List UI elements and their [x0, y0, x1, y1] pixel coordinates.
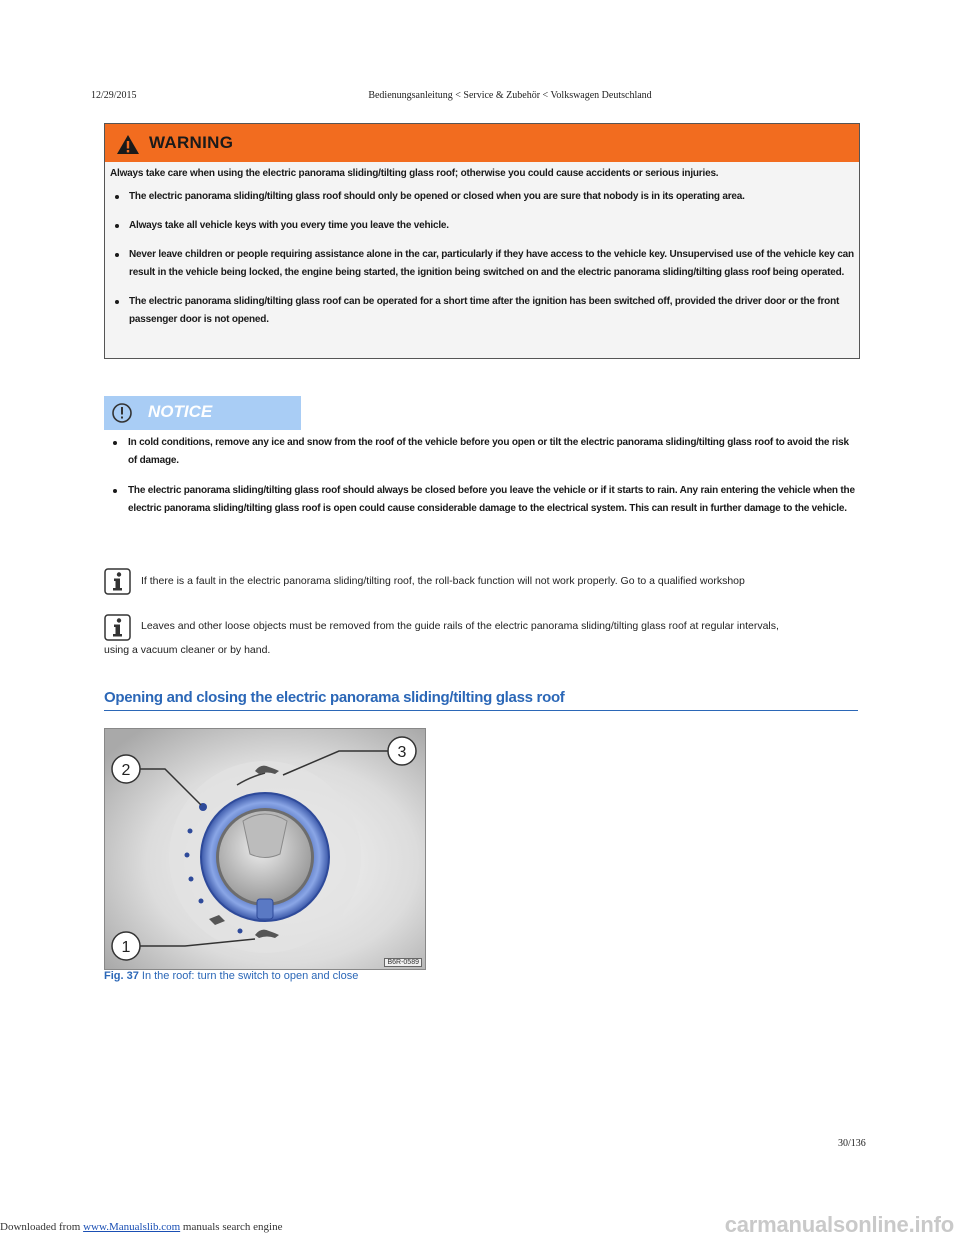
roof-switch-illustration [105, 729, 426, 970]
roof-switch-figure [104, 728, 426, 970]
header-date: 12/29/2015 [91, 90, 137, 101]
notice-box [104, 396, 301, 430]
page-header [0, 90, 960, 104]
warning-list [105, 188, 861, 340]
info-icon [104, 568, 131, 595]
info-note-text: Leaves and other loose objects must be removed from the guide rails of the electric panorama sliding/tilting glass roof at regular intervals, [141, 620, 779, 632]
header-title: Bedienungsanleitung < Service & Zubehör < Volkswagen Deutschland [368, 90, 652, 101]
warning-triangle-icon [116, 134, 140, 155]
callout-label: 1 [121, 939, 131, 956]
list-item: The electric panorama sliding/tilting glass roof should always be closed before you leave the vehicle or if it starts to rain. Any rain entering the vehicle when the electric panorama sliding/tilting glass roof is open could cause considerable damage to the electrical system. This can result in further damage to the vehicle. [104, 482, 860, 518]
callout-1 [112, 932, 140, 960]
list-item: In cold conditions, remove any ice and snow from the roof of the vehicle before you open or tilt the electric panorama sliding/tilting glass roof to avoid the risk of damage. [104, 434, 860, 470]
figure-caption [104, 970, 358, 982]
list-item: The electric panorama sliding/tilting glass roof should only be opened or closed when you are sure that nobody is in its operating area. [105, 188, 861, 206]
list-item: Always take all vehicle keys with you every time you leave the vehicle. [105, 217, 861, 235]
callout-label: 2 [121, 762, 131, 779]
caption-text: In the roof: turn the switch to open and close [138, 970, 359, 982]
callout-label: 3 [397, 744, 407, 761]
callout-3 [388, 737, 416, 765]
download-note [0, 1221, 282, 1233]
page-number: 30/136 [838, 1138, 866, 1149]
caption-label: Fig. 37 [104, 970, 139, 982]
list-item: Never leave children or people requiring assistance alone in the car, particularly if they have access to the vehicle key. Unsupervised use of the vehicle key can result in the vehicle being locked, the engine being started, the ignition being switched on and the electric panorama sliding/tilting glass roof being operated. [105, 246, 861, 282]
info-note-text-cont: using a vacuum cleaner or by hand. [104, 644, 271, 656]
download-suffix: manuals search engine [180, 1221, 283, 1233]
notice-label: NOTICE [148, 402, 213, 421]
list-item: The electric panorama sliding/tilting glass roof can be operated for a short time after the ignition has been switched off, provided the driver door or the front passenger door is not opened. [105, 293, 861, 329]
warning-bar [105, 124, 859, 162]
exclamation-circle-icon [111, 402, 133, 424]
figure-code: B6R-0589 [384, 958, 422, 967]
warning-box [104, 123, 860, 359]
callout-2 [112, 755, 140, 783]
warning-label: WARNING [149, 133, 234, 152]
notice-list [104, 434, 860, 530]
watermark: carmanualsonline.info [724, 1212, 954, 1237]
info-note-text: If there is a fault in the electric panorama sliding/tilting roof, the roll-back function will not work properly. Go to a qualified workshop [141, 575, 745, 587]
info-icon [104, 614, 131, 641]
manualslib-link[interactable]: www.Manualslib.com [83, 1221, 181, 1233]
section-title: Opening and closing the electric panorama sliding/tilting glass roof [104, 689, 858, 711]
warning-lead: Always take care when using the electric panorama sliding/tilting glass roof; otherwise you could cause accidents or serious injuries. [110, 168, 719, 179]
download-prefix: Downloaded from [0, 1221, 84, 1233]
